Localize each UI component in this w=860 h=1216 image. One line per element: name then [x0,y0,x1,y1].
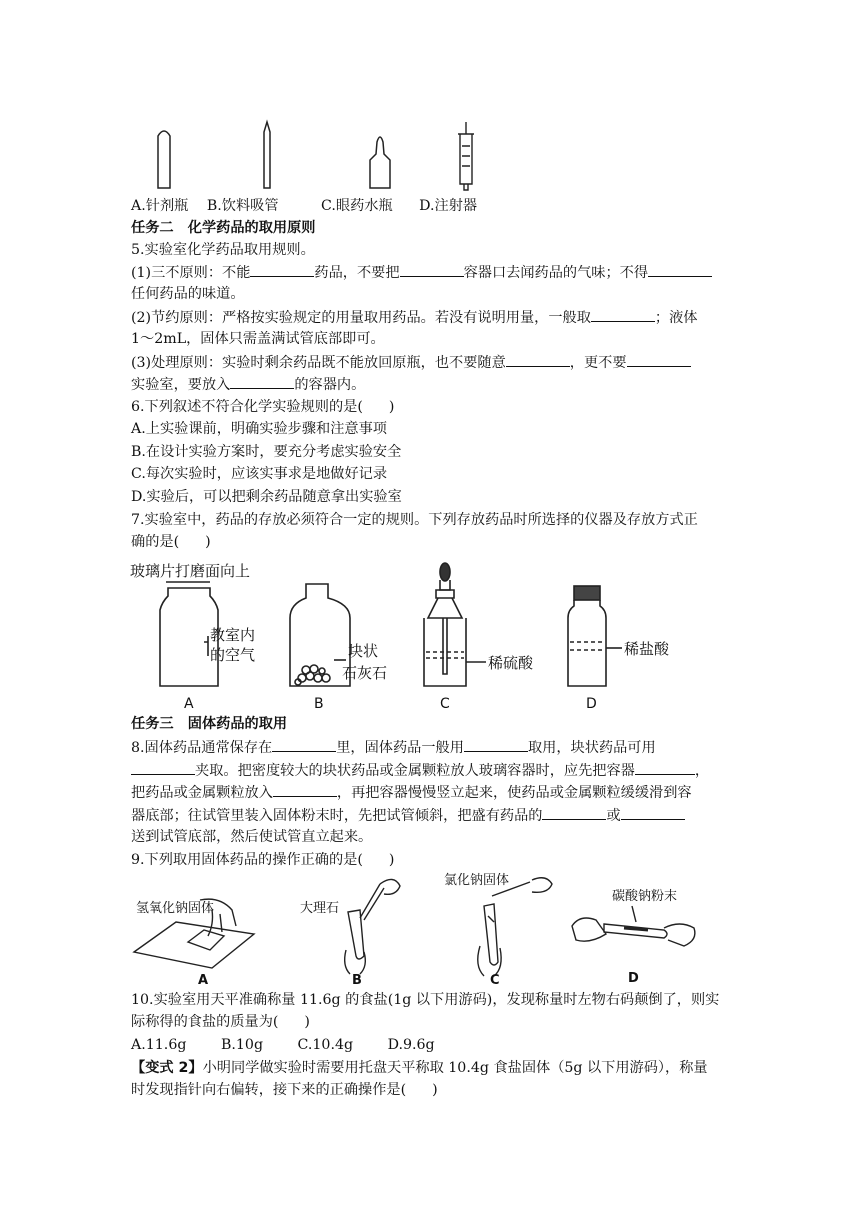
q5-rule2: (2)节约原则：严格按实验规定的用量取用药品。若没有说明用量，一般取 ；液体 [131,307,698,328]
q8-line4: 器底部；往试管里装入固体粉末时，先把试管倾斜，把盛有药品的 或 [131,805,685,826]
q7-figure [128,556,688,712]
answer-blank[interactable] [542,805,606,820]
fig-label-c: 稀硫酸 [488,654,534,672]
fig-letter-d: D [586,696,597,712]
operation-d [572,906,695,946]
answer-blank[interactable] [464,737,528,752]
syringe-icon [458,122,474,190]
q10-stem-line2: 际称得的食盐的质量为( ) [131,1014,310,1030]
fig-label-b-1: 块状 [348,642,379,660]
q8-line1: 8.固体药品通常保存在 里，固体药品一般用 取用，块状药品可用 [131,737,656,758]
option-c: C.眼药水瓶 [321,198,393,214]
q5-rule3-cont: 实验室，要放入 的容器内。 [131,374,365,395]
straw-icon [264,122,270,188]
fig9-label-d: 碳酸钠粉末 [612,889,678,904]
eyedrop-bottle-icon [370,137,390,188]
q5-stem: 5.实验室化学药品取用规则。 [131,242,315,258]
fig-letter-c: C [440,696,450,712]
q5-rule1: (1)三不原则：不能 药品，不要把 容器口去闻药品的气味；不得 [131,262,712,283]
fig9-letter-c: C [490,973,500,988]
bottle-d [568,586,622,686]
fig-label-a-1: 教室内 [210,626,256,644]
q6-option-b: B.在设计实验方案时，要充分考虑实验安全 [131,444,402,460]
operation-c [478,878,552,976]
q5-rule3: (3)处理原则：实验时剩余药品既不能放回原瓶，也不要随意 ，更不要 [131,352,691,373]
answer-blank[interactable] [648,262,712,277]
variant-line1: 【变式 2】小明同学做实验时需要用托盘天平称取 10.4g 食盐固体（5g 以下用游码），称量 [131,1060,708,1076]
q9-figure [128,870,708,988]
answer-blank[interactable] [635,760,695,775]
answer-blank[interactable] [400,262,464,277]
bottle-b [290,584,350,686]
q7-stem-line2: 确的是( ) [131,534,211,550]
fig9-letter-b: B [352,973,362,988]
q4-options [131,196,477,216]
task3-heading: 任务三 固体药品的取用 [131,716,288,732]
answer-blank[interactable] [272,737,336,752]
option-a: A.针剂瓶 [131,198,189,214]
q6-option-d: D.实验后，可以把剩余药品随意拿出实验室 [131,489,402,505]
option-d: D.注射器 [419,198,478,214]
task2-heading: 任务二 化学药品的取用原则 [131,220,316,236]
q5-rule1-cont: 任何药品的味道。 [131,286,245,302]
variant-line2: 时发现指针向右偏转，接下来的正确操作是( ) [131,1082,438,1098]
q6-option-c: C.每次实验时，应该实事求是地做好记录 [131,466,388,482]
fig9-label-a: 氢氧化钠固体 [136,901,215,916]
q8-line5: 送到试管底部，然后使试管直立起来。 [131,829,373,845]
q9-stem: 9.下列取用固体药品的操作正确的是( ) [131,852,395,868]
fig-letter-b: B [314,696,324,712]
operation-b [345,879,400,974]
vial-icon [158,131,170,188]
option-b: B.10g [220,1037,264,1053]
fig9-letter-d: D [628,971,639,986]
bottle-c [424,563,486,686]
fig-label-b-2: 石灰石 [342,664,388,682]
answer-blank[interactable] [273,782,337,797]
option-c: C.10.4g [297,1037,354,1053]
q7-stem-line1: 7.实验室中，药品的存放必须符合一定的规则。下列存放药品时所选择的仪器及存放方式正 [131,512,698,528]
answer-blank[interactable] [621,805,685,820]
fig-label-a-2: 的空气 [210,646,256,664]
fig9-letter-a: A [198,973,209,988]
answer-blank[interactable] [506,352,570,367]
option-a: A.11.6g [131,1037,187,1053]
q10-options [131,1035,435,1055]
q8-line2: 夹取。把密度较大的块状药品或金属颗粒放人玻璃容器时，应先把容器 ， [131,760,709,781]
fig-letter-a: A [184,696,194,712]
q6-stem: 6.下列叙述不符合化学实验规则的是( ) [131,399,395,415]
q4-figure [140,118,540,192]
q5-rule2-cont: 1～2mL，固体只需盖满试管底部即可。 [131,331,385,347]
q6-option-a: A.上实验课前，明确实验步骤和注意事项 [131,421,387,437]
answer-blank[interactable] [627,352,691,367]
fig-label-d: 稀盐酸 [624,640,670,658]
answer-blank[interactable] [250,262,314,277]
fig9-label-c: 氯化钠固体 [444,873,510,888]
option-d: D.9.6g [387,1037,435,1053]
q8-line3: 把药品或金属颗粒放入 ，再把容器慢慢竖立起来，使药品或金属颗粒缓缓滑到容 [131,782,692,803]
answer-blank[interactable] [591,307,655,322]
fig9-label-b: 大理石 [300,901,340,916]
answer-blank[interactable] [131,760,195,775]
q10-stem-line1: 10.实验室用天平准确称量 11.6g 的食盐(1g 以下用游码)，发现称量时左物右码颠倒了，则实 [131,992,720,1008]
option-b: B.饮料吸管 [206,198,279,214]
variant-tag: 【变式 2】 [131,1060,203,1076]
answer-blank[interactable] [230,374,294,389]
fig-label-glass-plate: 玻璃片打磨面向上 [130,562,251,580]
